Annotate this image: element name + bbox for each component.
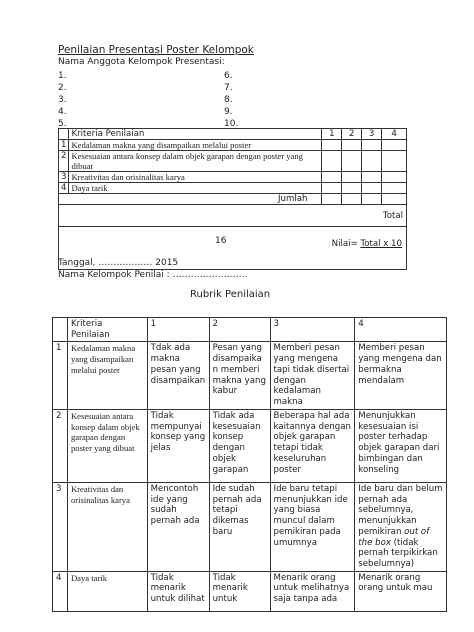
nilai-label: Nilai= <box>331 239 358 249</box>
table-row <box>53 571 447 611</box>
rubric-cell: Tidak ada kesesuaian konsep dengan objek garapan <box>209 409 270 482</box>
table-row <box>53 482 447 571</box>
rubric-criteria: Kedalaman makna yang disampaikan melalui poster <box>67 342 147 409</box>
table-row <box>59 140 407 151</box>
rubric-header-score: 3 <box>270 318 355 342</box>
table-row <box>59 151 407 172</box>
score-cell[interactable] <box>382 172 407 183</box>
rubric-criteria: Kesesuaian antara konsep dalam objek garapan dengan poster yang dibuat <box>67 409 147 482</box>
rubric-cell: Tidak menarik untuk dilihat <box>147 571 209 611</box>
score-cell[interactable] <box>342 151 362 172</box>
criteria-cell: Kesesuaian antara konsep dalam objek garapan dengan poster yang dibuat <box>69 151 322 172</box>
rubric-cell: Menarik orang untuk melihatnya saja tanpa ada <box>270 571 355 611</box>
row-number: 1 <box>53 342 68 409</box>
rubric-cell: Ide sudah pernah ada tetapi dikemas baru <box>209 482 270 571</box>
row-number: 4 <box>53 571 68 611</box>
penilai-line: Nama Kelompok Penilai : ……………………. <box>58 270 248 280</box>
table-row <box>59 205 407 227</box>
criteria-cell: Daya tarik <box>69 183 322 194</box>
rubric-criteria: Daya tarik <box>67 571 147 611</box>
score-cell[interactable] <box>362 194 382 205</box>
total-label: Total <box>59 205 407 227</box>
row-number: 2 <box>59 151 69 172</box>
rubric-header-score: 4 <box>355 318 447 342</box>
score-cell[interactable] <box>362 151 382 172</box>
criteria-header: Kriteria Penilaian <box>69 129 322 140</box>
score-cell[interactable] <box>362 183 382 194</box>
score-col-header: 1 <box>322 129 342 140</box>
rubric-cell: Tidak menarik untuk <box>209 571 270 611</box>
member-number: 2. <box>58 83 67 93</box>
score-col-header: 2 <box>342 129 362 140</box>
table-row <box>59 172 407 183</box>
criteria-cell: Kedalaman makna yang disampaikan melalui poster <box>69 140 322 151</box>
member-number: 1. <box>58 71 67 81</box>
rubric-cell: Memberi pesan yang mengena tapi tidak disertai dengan kedalaman makna <box>270 342 355 409</box>
score-cell[interactable] <box>382 194 407 205</box>
jumlah-label: Jumlah <box>59 194 322 205</box>
member-number: 4. <box>58 107 67 117</box>
row-number: 1 <box>59 140 69 151</box>
nilai-divisor: 16 <box>215 236 227 246</box>
table-row <box>59 194 407 205</box>
tanggal-line: Tanggal, ……………… 2015 <box>58 258 179 268</box>
table-row <box>59 129 407 140</box>
score-cell[interactable] <box>342 172 362 183</box>
score-cell[interactable] <box>382 140 407 151</box>
score-cell[interactable] <box>382 151 407 172</box>
rubric-cell: Beberapa hal ada kaitannya dengan objek garapan tetapi tidak keseluruhan poster <box>270 409 355 482</box>
score-table <box>58 128 407 270</box>
member-number: 5. <box>58 119 67 129</box>
row-number: 4 <box>59 183 69 194</box>
rubric-cell: Memberi pesan yang mengena dan bermakna mendalam <box>355 342 447 409</box>
table-row <box>53 409 447 482</box>
score-cell[interactable] <box>322 140 342 151</box>
rubric-cell: Tidak mempunyai konsep yang jelas <box>147 409 209 482</box>
rubric-header-score: 1 <box>147 318 209 342</box>
rubric-criteria: Kreativitas dan orisinalitas karya <box>67 482 147 571</box>
score-cell[interactable] <box>342 194 362 205</box>
member-number: 3. <box>58 95 67 105</box>
score-col-header: 4 <box>382 129 407 140</box>
members-label: Nama Anggota Kelompok Presentasi: <box>58 57 225 67</box>
score-cell[interactable] <box>362 140 382 151</box>
rubric-header-criteria: Kriteria Penilaian <box>67 318 147 342</box>
rubric-cell: Ide baru tetapi menunjukkan ide yang biasa muncul dalam pemikiran pada umumnya <box>270 482 355 571</box>
table-row <box>53 342 447 409</box>
rubric-table <box>52 317 447 612</box>
score-cell[interactable] <box>382 183 407 194</box>
score-cell[interactable] <box>322 172 342 183</box>
table-row <box>59 183 407 194</box>
rubric-cell: Pesan yang disampaika n memberi makna yang kabur <box>209 342 270 409</box>
member-number: 7. <box>224 83 233 93</box>
rubric-cell: Ide baru dan belum pernah ada sebelumnya, menunjukkan pemikiran out of the box (tidak pernah terpikirkan sebelumnya) <box>355 482 447 571</box>
score-cell[interactable] <box>322 194 342 205</box>
score-cell[interactable] <box>322 183 342 194</box>
row-number: 2 <box>53 409 68 482</box>
member-number: 9. <box>224 107 233 117</box>
score-col-header: 3 <box>362 129 382 140</box>
table-row <box>53 318 447 342</box>
row-number: 3 <box>59 172 69 183</box>
score-cell[interactable] <box>342 140 362 151</box>
score-cell[interactable] <box>342 183 362 194</box>
rubric-cell: Tdak ada makna pesan yang disampaikan <box>147 342 209 409</box>
score-cell[interactable] <box>362 172 382 183</box>
rubric-cell: Menunjukkan kesesuaian isi poster terhadap objek garapan dari bimbingan dan konseling <box>355 409 447 482</box>
member-number: 8. <box>224 95 233 105</box>
rubric-header-score: 2 <box>209 318 270 342</box>
nilai-formula: Total x 10 <box>360 239 402 249</box>
rubric-cell: Menarik orang orang untuk mau <box>355 571 447 611</box>
criteria-cell: Kreativitas dan orisinalitas karya <box>69 172 322 183</box>
rubric-cell: Mencontoh ide yang sudah pernah ada <box>147 482 209 571</box>
rubric-title: Rubrik Penilaian <box>190 289 271 300</box>
page-title: Penilaian Presentasi Poster Kelompok <box>58 44 254 56</box>
member-number: 10. <box>224 119 239 129</box>
score-cell[interactable] <box>322 151 342 172</box>
row-number: 3 <box>53 482 68 571</box>
member-number: 6. <box>224 71 233 81</box>
